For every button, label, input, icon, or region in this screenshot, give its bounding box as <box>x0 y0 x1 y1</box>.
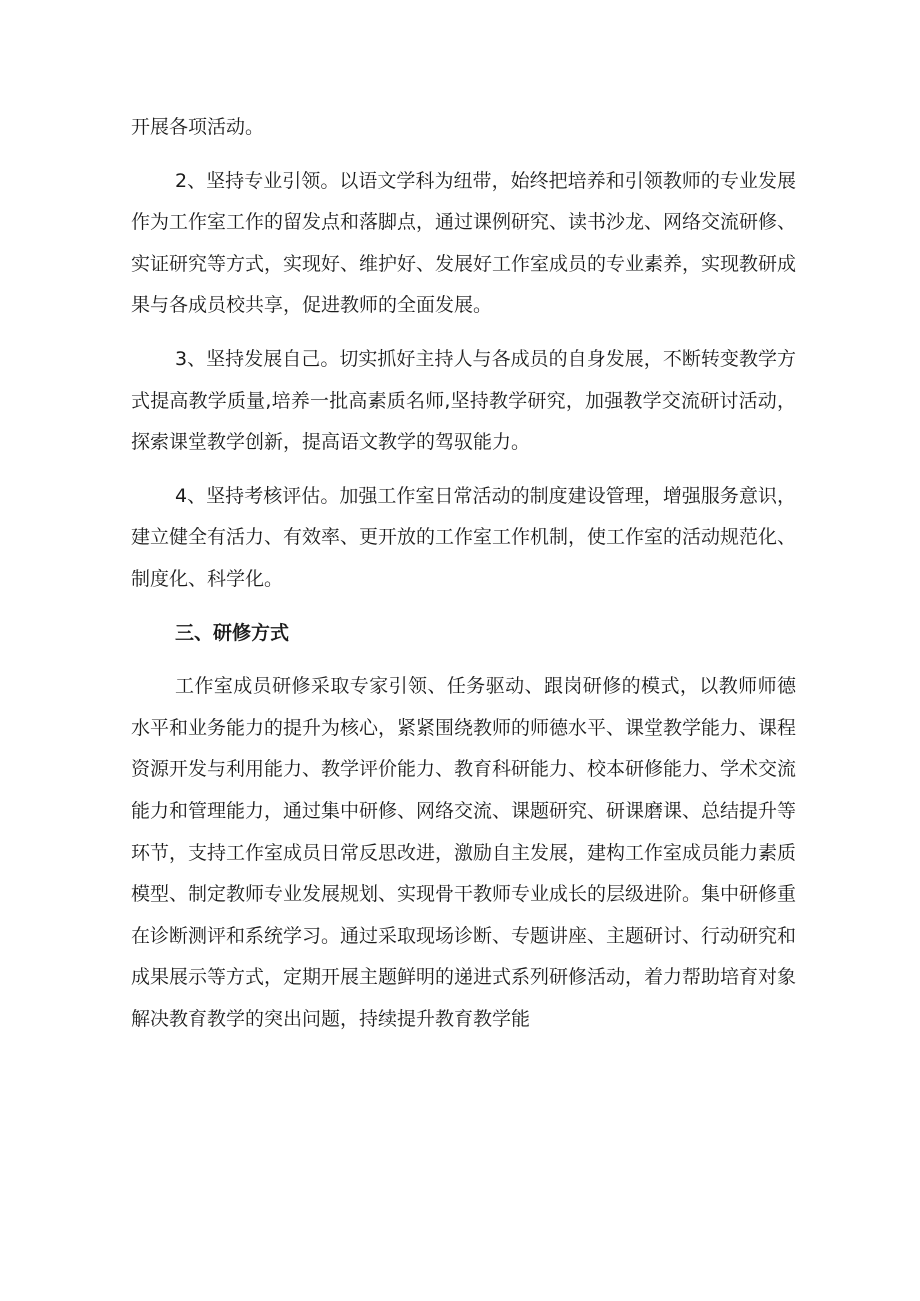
paragraph-continuation: 开展各项活动。 <box>131 116 265 138</box>
paragraph-item-4-assessment: 4、坚持考核评估。加强工作室日常活动的制度建设管理，增强服务意识，建立健全有活力、有效率、更开放的工作室工作机制，使工作室的活动规范化、制度化、科学化。 <box>131 484 797 590</box>
paragraph-research-methods: 工作室成员研修采取专家引领、任务驱动、跟岗研修的模式，以教师师德水平和业务能力的提升为核心，紧紧围绕教师的师德水平、课堂教学能力、课程资源开发与利用能力、教学评价能力、教育科研能力、校本研修能力、学术交流能力和管理能力，通过集中研修、网络交流、课题研究、研课磨课、总结提升等环节，支持工作室成员日常反思改进，激励自主发展，建构工作室成员能力素质模型、制定教师专业发展规划、实现骨干教师专业成长的层级进阶。集中研修重在诊断测评和系统学习。通过采取现场诊断、专题讲座、主题研讨、行动研究和成果展示等方式，定期开展主题鲜明的递进式系列研修活动，着力帮助培育对象解决教育教学的突出问题，持续提升教育教学能 <box>131 675 797 1030</box>
document-body <box>131 107 796 1040</box>
paragraph-item-2-professional-leadership: 2、坚持专业引领。以语文学科为纽带，始终把培养和引领教师的专业发展作为工作室工作的留发点和落脚点，通过课例研究、读书沙龙、网络交流研修、实证研究等方式，实现好、维护好、发展好工作室成员的专业素养，实现教研成果与各成员校共享，促进教师的全面发展。 <box>131 169 797 317</box>
paragraph-item-3-self-development: 3、坚持发展自己。切实抓好主持人与各成员的自身发展，不断转变教学方式提高教学质量,培养一批高素质名师,坚持教学研究，加强教学交流研讨活动，探索课堂教学创新，提高语文教学的驾驭能力。 <box>131 347 796 454</box>
section-heading-research-methods: 三、研修方式 <box>175 621 290 644</box>
